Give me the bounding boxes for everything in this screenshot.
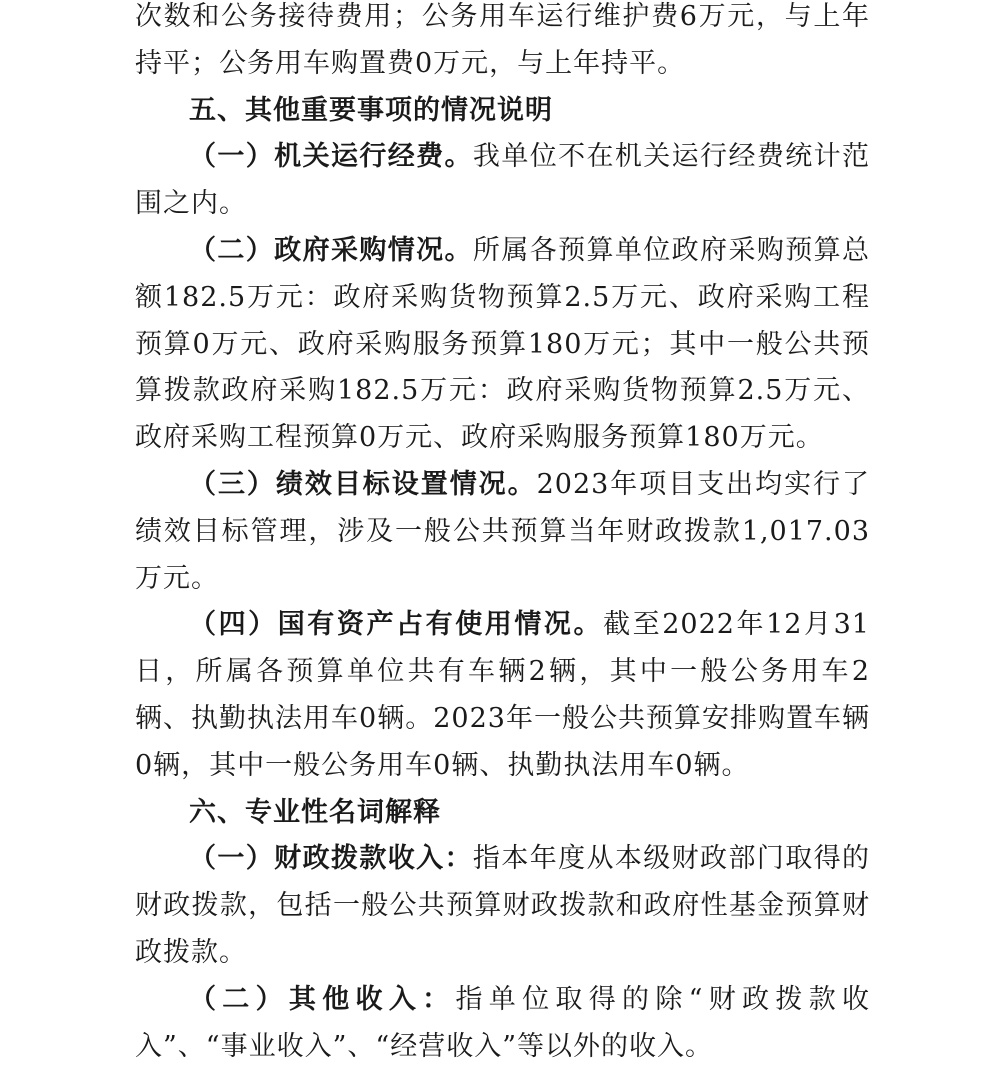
paragraph-lead: （四）国有资产占有使用情况。 (189, 609, 604, 641)
paragraph-text: 指本年度从本级财政部门取得的财政拨款，包括一般公共预算财政拨款和政府性基金预算财政拨款。 (135, 843, 871, 968)
paragraph-lead: （二）其他收入： (189, 983, 456, 1015)
paragraph-lead: （三）绩效目标设置情况。 (189, 468, 537, 500)
paragraph-vehicle-costs (135, 0, 870, 88)
paragraph-operating-funds (135, 134, 870, 228)
section-heading-terminology: 六、专业性名词解释 (189, 796, 441, 828)
paragraph-text: 次数和公务接待费用；公务用车运行维护费6万元，与上年持平；公务用车购置费0万元，与上年持平。 (135, 1, 870, 79)
section-heading-other-matters: 五、其他重要事项的情况说明 (189, 94, 553, 126)
paragraph-text: 截至2022年12月31日，所属各预算单位共有车辆2辆，其中一般公务用车2辆、执勤执法用车0辆。2023年一般公共预算安排购置车辆0辆，其中一般公务用车0辆、执勤执法用车0辆。 (135, 609, 870, 781)
document-page (135, 0, 870, 1070)
paragraph-text: 指单位取得的除“财政拨款收入”、“事业收入”、“经营收入”等以外的收入。 (135, 983, 870, 1062)
paragraph-text: 2023年项目支出均实行了绩效目标管理，涉及一般公共预算当年财政拨款1,017.03万元。 (135, 468, 870, 594)
paragraph-lead: （一）机关运行经费。 (189, 141, 473, 173)
paragraph-fiscal-income (135, 836, 870, 976)
paragraph-text: 我单位不在机关运行经费统计范围之内。 (135, 141, 871, 220)
paragraph-lead: （二）政府采购情况。 (189, 234, 473, 266)
paragraph-text: 所属各预算单位政府采购预算总额182.5万元：政府采购货物预算2.5万元、政府采购工程预算0万元、政府采购服务预算180万元；其中一般公共预算拨款政府采购182.5万元：政府采购货物预算2.5万元、政府采购工程预算0万元、政府采购服务预算180万元。 (135, 234, 871, 454)
paragraph-lead: （一）财政拨款收入： (189, 843, 473, 875)
paragraph-procurement (135, 228, 870, 462)
paragraph-other-income (135, 977, 870, 1070)
paragraph-state-assets (135, 602, 870, 789)
paragraph-performance-targets (135, 462, 870, 602)
